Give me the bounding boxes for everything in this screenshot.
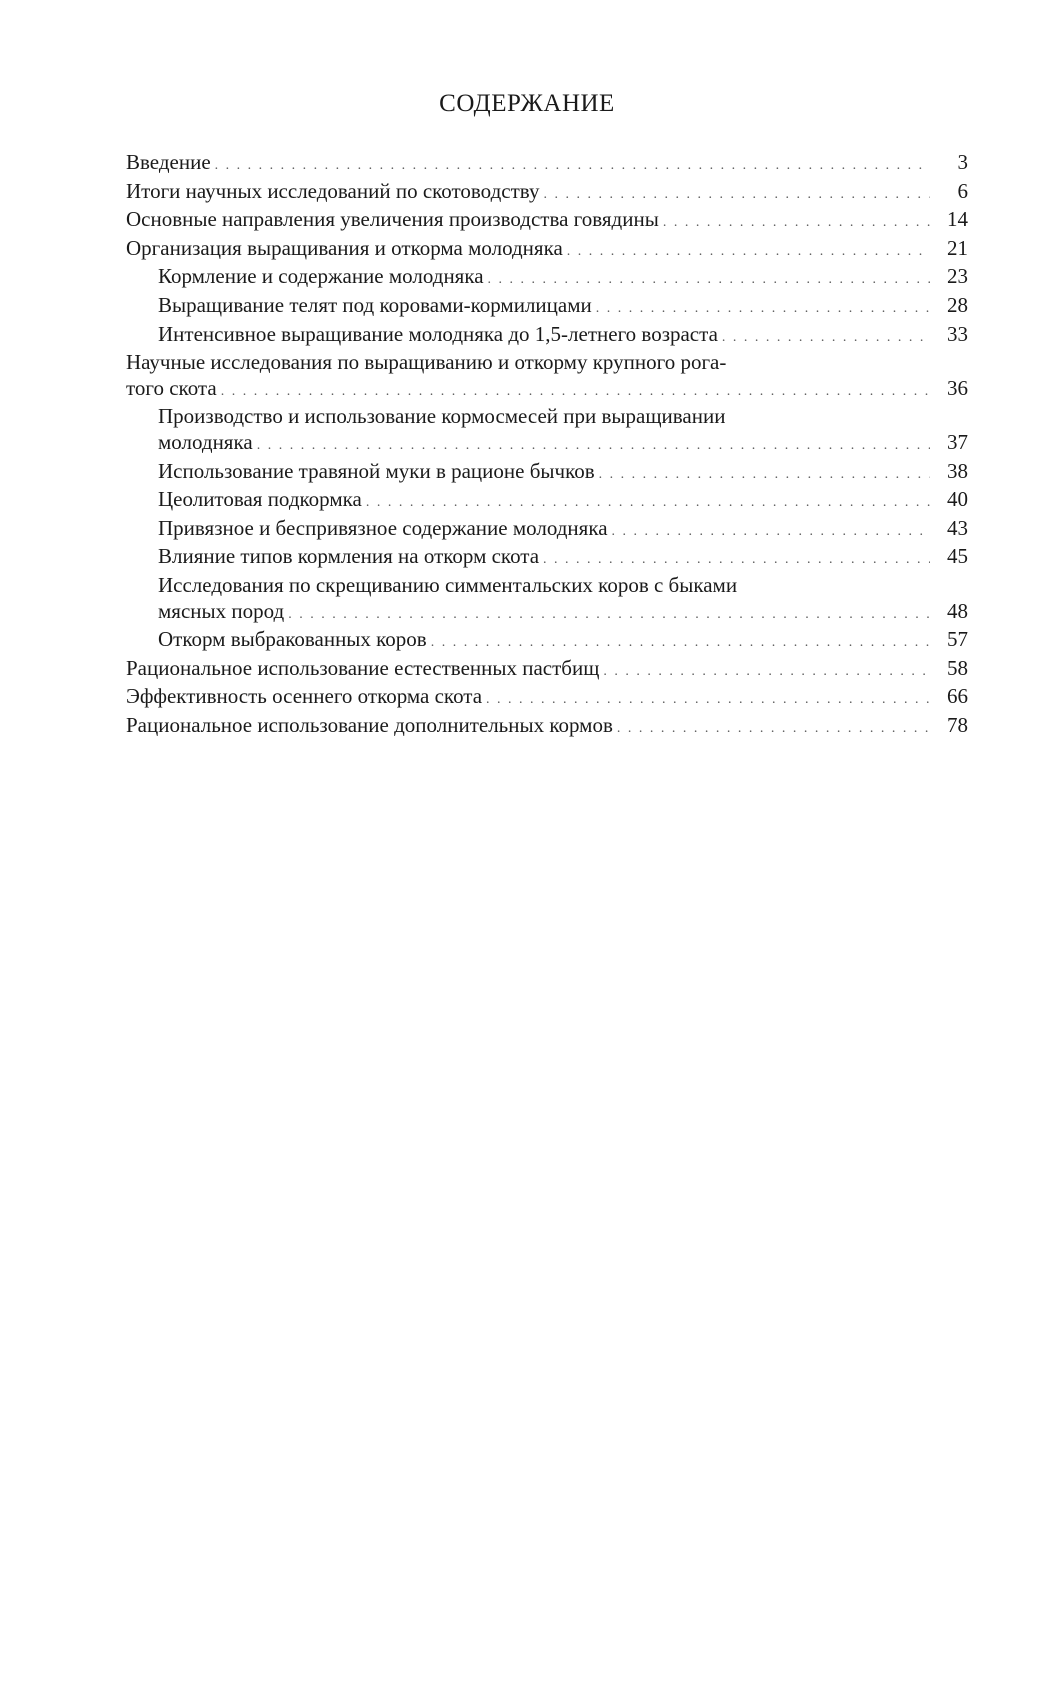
dot-leader <box>257 433 930 459</box>
page-title: СОДЕРЖАНИЕ <box>439 90 615 117</box>
toc-entry-page: 48 <box>947 598 968 623</box>
toc-entry-research-results <box>126 179 968 208</box>
toc-entry-additional-feeds <box>126 713 968 742</box>
dot-leader <box>612 519 930 545</box>
toc-entry-title: Выращивание телят под коровами-кормилицами <box>158 292 592 317</box>
dot-leader <box>543 547 930 573</box>
toc-entry-title: Привязное и беспривязное содержание молодняка <box>158 515 608 540</box>
toc-entry-youngstock-organization <box>126 236 968 265</box>
dot-leader <box>663 210 930 236</box>
toc-entry-page: 58 <box>947 655 968 680</box>
toc-subentry-feed-mixtures <box>126 430 968 459</box>
dot-leader <box>215 153 930 179</box>
dot-leader <box>366 490 930 516</box>
dot-leader <box>488 267 930 293</box>
toc-subentry-zeolite <box>126 487 968 516</box>
toc-entry-title-line2: того скота <box>126 375 217 400</box>
toc-entry-page: 66 <box>947 684 968 709</box>
dot-leader <box>603 659 930 685</box>
dot-leader <box>599 462 930 488</box>
toc-subentry-crossbreeding-line1 <box>126 573 968 599</box>
toc-subentry-calves <box>126 293 968 322</box>
toc-entry-title: Рациональное использование естественных пастбищ <box>126 655 600 680</box>
toc-entry-title: Откорм выбракованных коров <box>158 627 427 652</box>
toc-entry-title: Эффективность осеннего откорма скота <box>126 684 483 709</box>
dot-leader <box>221 379 930 405</box>
toc-entry-page: 36 <box>947 375 968 400</box>
dot-leader <box>567 239 930 265</box>
toc-entry-page: 45 <box>947 544 968 569</box>
toc-entry-scientific-research <box>126 376 968 405</box>
toc-subentry-housing <box>126 516 968 545</box>
toc-entry-title: Основные направления увеличения производства говядины <box>126 207 659 232</box>
toc-entry-page: 33 <box>947 321 968 346</box>
toc-entry-title-line2: мясных пород <box>158 598 285 623</box>
dot-leader <box>431 630 930 656</box>
dot-leader <box>288 602 930 628</box>
toc-entry-page: 38 <box>947 458 968 483</box>
dot-leader <box>486 687 930 713</box>
toc-entry-scientific-research-line1 <box>126 350 968 376</box>
toc-entry-title-line1: Научные исследования по выращиванию и откорму крупного рога- <box>126 350 727 375</box>
toc-entry-title: Введение <box>126 150 211 174</box>
toc-entry-title: Рациональное использование дополнительных кормов <box>126 712 613 737</box>
toc-entry-title: Интенсивное выращивание молодняка до 1,5-летнего возраста <box>158 321 718 346</box>
toc-subentry-feeding-types <box>126 544 968 573</box>
toc-subentry-intensive-rearing <box>126 322 968 351</box>
toc-entry-title: Итоги научных исследований по скотоводству <box>126 178 540 203</box>
toc-entry-page: 3 <box>957 150 968 174</box>
toc-entry-pastures <box>126 656 968 685</box>
toc-subentry-feeding <box>126 264 968 293</box>
toc-subentry-grass-meal <box>126 459 968 488</box>
toc-entry-page: 40 <box>947 487 968 512</box>
toc-entry-page: 78 <box>947 712 968 737</box>
toc-entry-title: Организация выращивания и откорма молодняка <box>126 235 563 260</box>
toc-entry-page: 14 <box>947 207 968 232</box>
toc-entry-page: 23 <box>947 264 968 289</box>
toc-subentry-crossbreeding <box>126 599 968 628</box>
toc-entry-title: Влияние типов кормления на откорм скота <box>158 544 540 569</box>
toc-entry-title: Кормление и содержание молодняка <box>158 264 484 289</box>
toc-entry-page: 6 <box>957 178 968 203</box>
toc-entry-title: Использование травяной муки в рационе бычков <box>158 458 595 483</box>
toc-entry-page: 43 <box>947 515 968 540</box>
table-of-contents <box>126 150 968 741</box>
toc-entry-introduction <box>126 150 968 179</box>
toc-subentry-culled-cows <box>126 627 968 656</box>
toc-entry-title-line2: молодняка <box>158 429 253 454</box>
dot-leader <box>543 182 930 208</box>
toc-entry-title-line1: Исследования по скрещиванию симментальских коров с быками <box>158 572 738 597</box>
toc-entry-page: 21 <box>947 235 968 260</box>
toc-entry-page: 37 <box>947 429 968 454</box>
toc-entry-page: 28 <box>947 292 968 317</box>
toc-subentry-feed-mixtures-line1 <box>126 404 968 430</box>
dot-leader <box>617 716 930 742</box>
dot-leader <box>722 325 930 351</box>
toc-entry-title: Цеолитовая подкормка <box>158 487 362 512</box>
toc-entry-autumn-fattening <box>126 684 968 713</box>
toc-entry-title-line1: Производство и использование кормосмесей при выращивании <box>158 404 726 429</box>
toc-entry-page: 57 <box>947 627 968 652</box>
dot-leader <box>596 296 930 322</box>
toc-entry-beef-production <box>126 207 968 236</box>
